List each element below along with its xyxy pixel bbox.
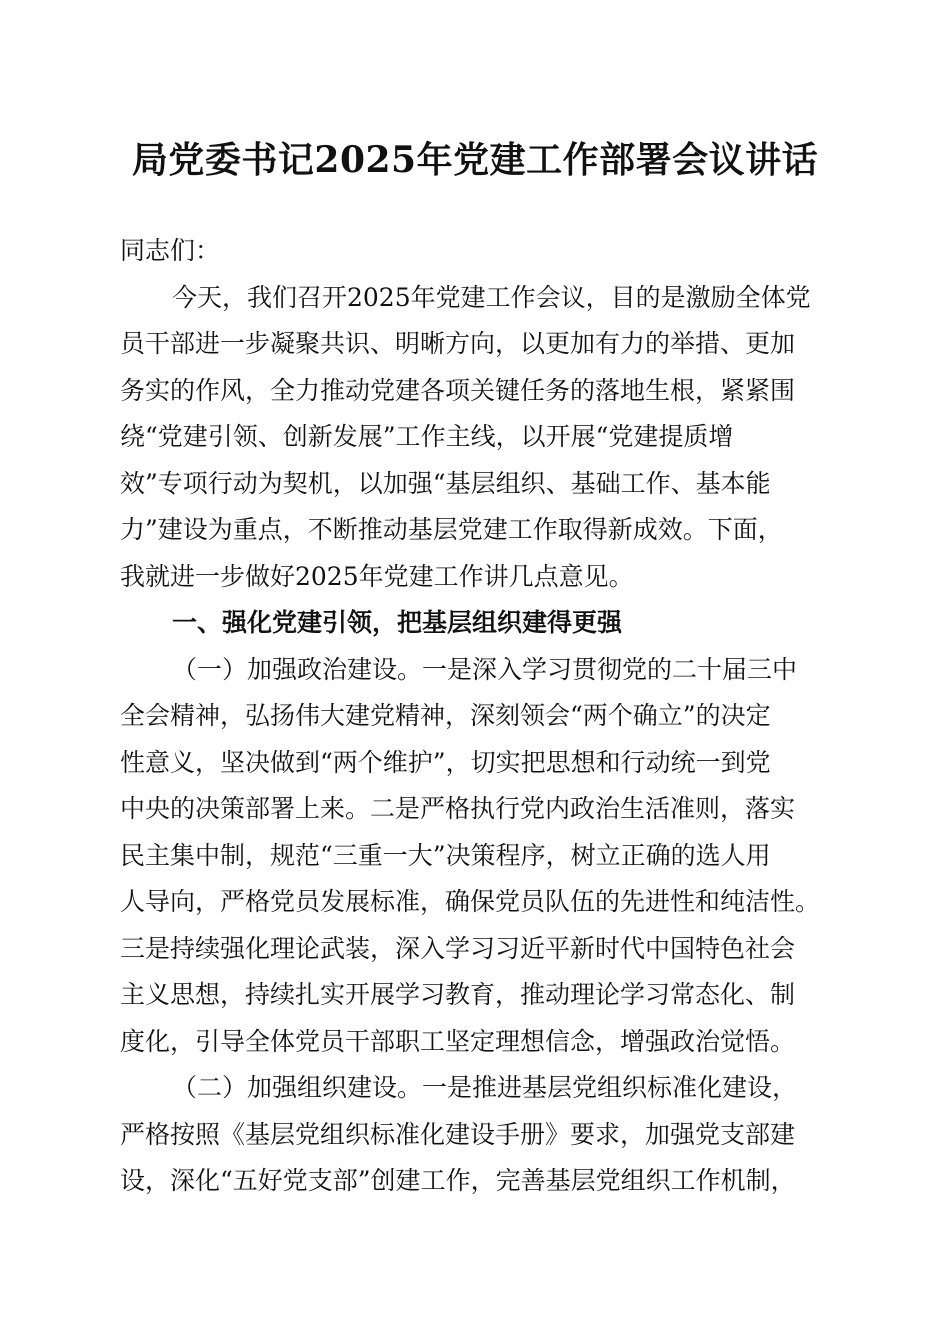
paragraph-line: 务实的作风，全力推动党建各项关键任务的落地生根，紧紧围 (120, 375, 796, 405)
paragraph-line: 中央的决策部署上来。二是严格执行党内政治生活准则，落实 (120, 794, 796, 823)
document-body (120, 228, 840, 1205)
paragraph-line: 人导向，严格党员发展标准，确保党员队伍的先进性和纯洁性。 (120, 887, 821, 916)
paragraph-line: 主义思想，持续扎实开展学习教育，推动理论学习常态化、制 (120, 980, 796, 1009)
document-title: 局党委书记2025年党建工作部署会议讲话 (131, 139, 819, 181)
paragraph-line: 三是持续强化理论武装，深入学习习近平新时代中国特色社会 (120, 933, 796, 963)
paragraph-line: 性意义，坚决做到“两个维护”，切实把思想和行动统一到党 (120, 747, 771, 777)
paragraph-line: 效”专项行动为契机，以加强“基层组织、基础工作、基本能 (120, 468, 771, 498)
paragraph-line: 绕“党建引领、创新发展”工作主线，以开展“党建提质增 (120, 422, 734, 451)
paragraph-line: 设，深化“五好党支部”创建工作，完善基层党组织工作机制， (120, 1166, 796, 1195)
section-heading: 一、强化党建引领，把基层组织建得更强 (172, 608, 623, 637)
paragraph-line: 全会精神，弘扬伟大建党精神，深刻领会“两个确立”的决定 (120, 701, 771, 730)
paragraph-line: 员干部进一步凝聚共识、明晰方向，以更加有力的举措、更加 (120, 329, 796, 358)
subsection-line: （二）加强组织建设。一是推进基层党组织标准化建设， (172, 1073, 798, 1102)
subsection-line: （一）加强政治建设。一是深入学习贯彻党的二十届三中 (172, 654, 798, 684)
paragraph-line: 力”建设为重点，不断推动基层党建工作取得新成效。下面， (120, 515, 783, 544)
paragraph-line: 民主集中制，规范“三重一大”决策程序，树立正确的选人用 (120, 840, 771, 870)
paragraph-line: 严格按照《基层党组织标准化建设手册》要求，加强党支部建 (120, 1119, 796, 1149)
salutation: 同志们： (120, 236, 221, 265)
paragraph-line: 我就进一步做好2025年党建工作讲几点意见。 (120, 561, 634, 591)
paragraph-line: 度化，引导全体党员干部职工坚定理想信念，增强政治觉悟。 (120, 1026, 796, 1056)
paragraph-line: 今天，我们召开2025年党建工作会议，目的是激励全体党 (172, 282, 811, 312)
